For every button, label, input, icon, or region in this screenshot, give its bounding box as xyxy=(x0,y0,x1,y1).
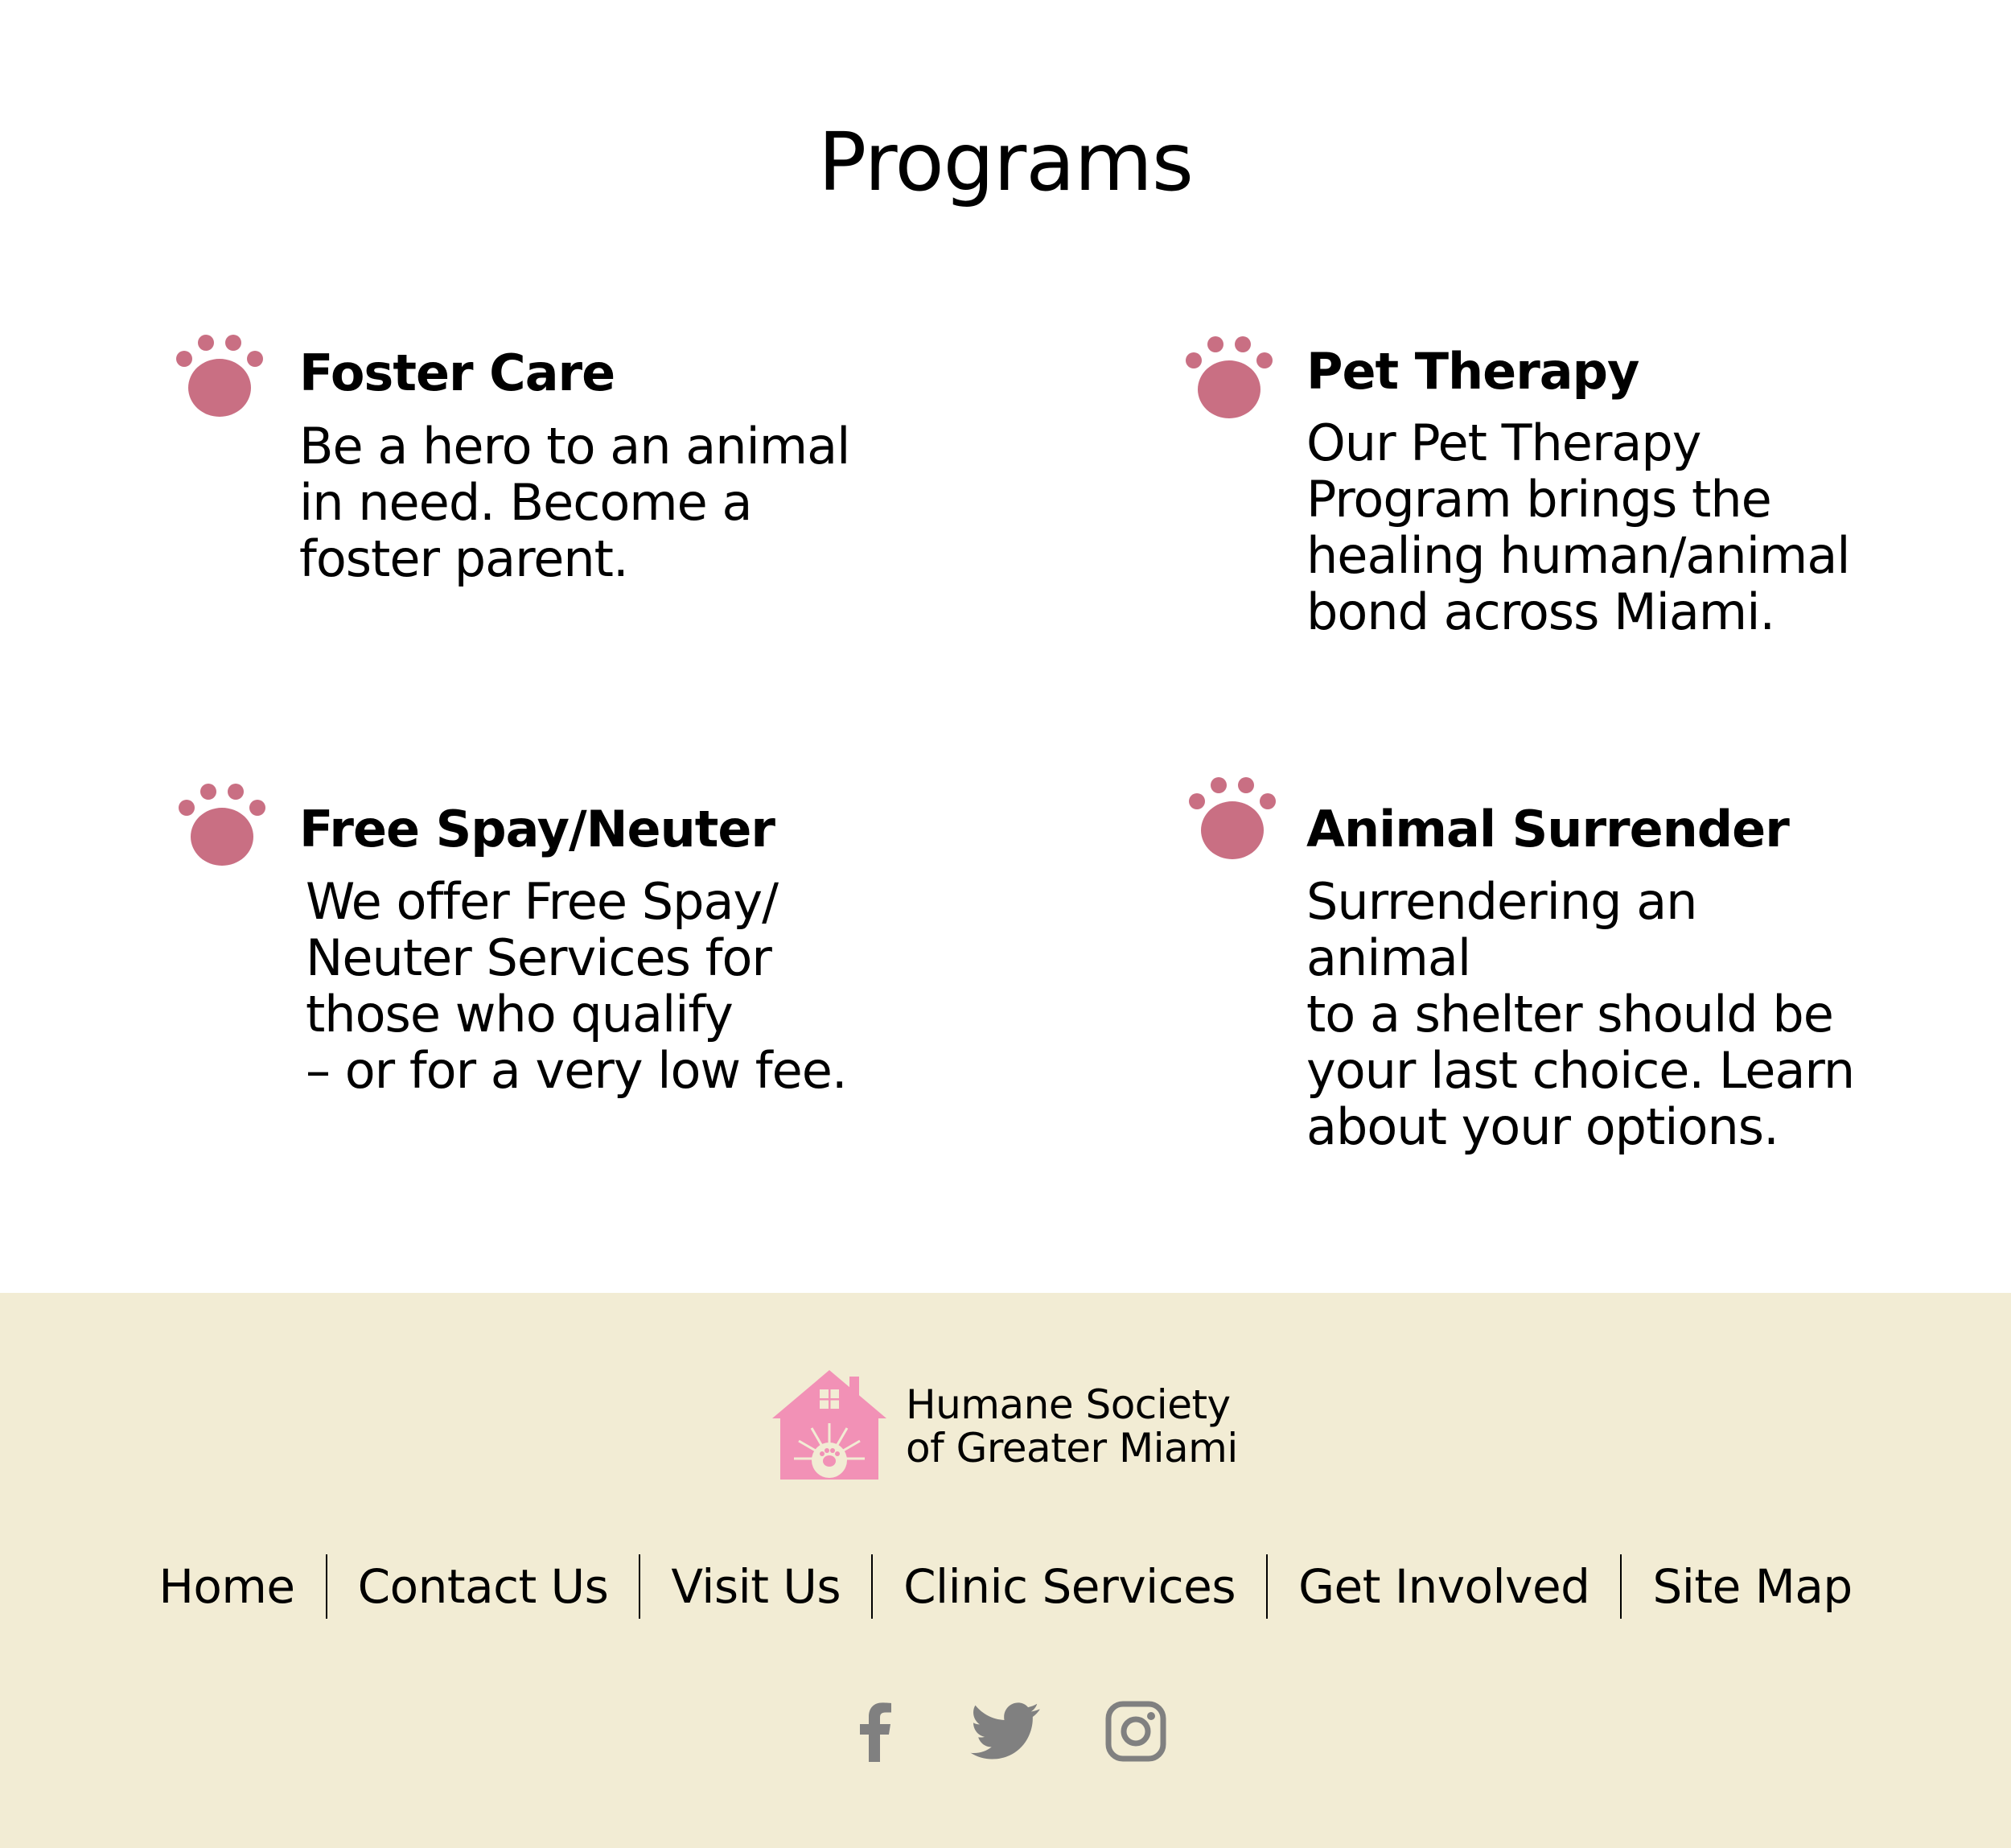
program-description xyxy=(299,418,862,587)
site-footer xyxy=(0,1293,2011,1848)
nav-link-site-map[interactable]: Site Map xyxy=(1652,1559,1853,1614)
instagram-icon[interactable] xyxy=(1100,1695,1172,1768)
social-links xyxy=(0,1695,2011,1768)
page-title: Programs xyxy=(817,115,1194,209)
nav-link-get-involved[interactable]: Get Involved xyxy=(1298,1559,1590,1614)
program-title: Animal Surrender xyxy=(1306,800,1789,858)
program-description xyxy=(1306,415,1869,640)
program-title: Foster Care xyxy=(299,344,615,402)
nav-link-clinic-services[interactable]: Clinic Services xyxy=(903,1559,1236,1614)
description-line: to a shelter should be xyxy=(1306,985,1833,1043)
program-description xyxy=(306,874,869,1099)
house-sun-logo-icon xyxy=(772,1365,886,1480)
paw-icon xyxy=(173,331,268,420)
description-line: foster parent. xyxy=(299,529,628,588)
description-line: – or for a very low fee. xyxy=(306,1041,847,1100)
description-line: Program brings the xyxy=(1306,470,1771,529)
description-line: those who qualify xyxy=(306,985,733,1043)
logo-line-2: of Greater Miami xyxy=(906,1425,1238,1471)
description-line: your last choice. Learn xyxy=(1306,1041,1855,1100)
program-title: Pet Therapy xyxy=(1306,342,1639,401)
description-line: Be a hero to an animal xyxy=(299,417,850,475)
description-line: bond across Miami. xyxy=(1306,582,1775,641)
twitter-icon[interactable] xyxy=(969,1695,1042,1768)
description-line: We offer Free Spay/ xyxy=(306,872,779,931)
description-line: about your options. xyxy=(1306,1097,1779,1156)
paw-icon xyxy=(1182,333,1277,422)
footer-logo[interactable] xyxy=(772,1365,1255,1486)
nav-link-visit-us[interactable]: Visit Us xyxy=(671,1559,841,1614)
description-line: in need. Become a xyxy=(299,473,752,532)
footer-nav xyxy=(0,1550,2011,1623)
paw-icon xyxy=(175,780,270,869)
program-title: Free Spay/Neuter xyxy=(299,800,775,858)
logo-text xyxy=(906,1383,1238,1470)
program-description xyxy=(1306,874,1869,1155)
description-line: Our Pet Therapy xyxy=(1306,414,1701,472)
nav-link-home[interactable]: Home xyxy=(158,1559,295,1614)
paw-icon xyxy=(1186,774,1281,862)
description-line: Neuter Services for xyxy=(306,928,771,987)
description-line: Surrendering an animal xyxy=(1306,872,1697,987)
nav-link-contact-us[interactable]: Contact Us xyxy=(357,1559,609,1614)
facebook-icon[interactable] xyxy=(839,1695,911,1768)
description-line: healing human/animal xyxy=(1306,526,1850,585)
logo-line-1: Humane Society xyxy=(906,1381,1231,1428)
